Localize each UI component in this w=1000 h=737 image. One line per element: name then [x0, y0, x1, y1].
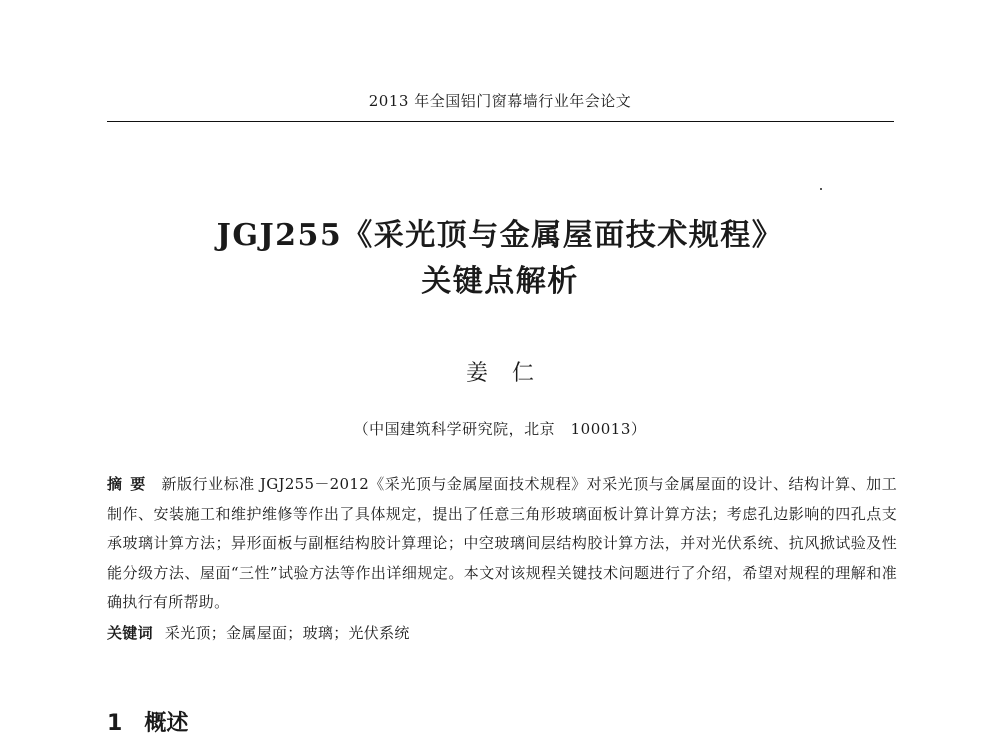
paper-title-line-2: 关键点解析: [421, 264, 579, 299]
paper-title-line-1: JGJ255《采光顶与金属屋面技术规程》: [216, 218, 784, 253]
section-heading: [107, 706, 188, 737]
keywords: [107, 622, 897, 643]
abstract-text: 新版行业标准 JGJ255－2012《采光顶与金属屋面技术规程》对采光顶与金属屋面的设计、结构计算、加工制作、安装施工和维护维修等作出了具体规定，提出了任意三角形玻璃面板计算计算方法；考虑孔边影响的四孔点支承玻璃计算方法；异形面板与副框结构胶计算理论；中空玻璃间层结构胶计算方法，并对光伏系统、抗风掀试验及性能分级方法、屋面“三性”试验方法等作出详细规定。本文对该规程关键技术问题进行了介绍，希望对规程的理解和准确执行有所帮助。: [107, 475, 897, 611]
abstract: [107, 470, 897, 618]
author-affiliation: （中国建筑科学研究院，北京 100013）: [353, 420, 647, 438]
abstract-label: 摘要: [107, 475, 154, 493]
section-title: 概述: [144, 711, 189, 736]
scan-speck: [820, 188, 822, 190]
header-rule: [107, 121, 894, 122]
section-number: 1: [107, 711, 123, 736]
author-name: 姜仁: [465, 361, 558, 386]
running-header: 2013 年全国铝门窗幕墙行业年会论文: [368, 92, 632, 110]
keywords-text: 采光顶；金属屋面；玻璃；光伏系统: [164, 624, 410, 642]
keywords-label: 关键词: [107, 624, 153, 642]
